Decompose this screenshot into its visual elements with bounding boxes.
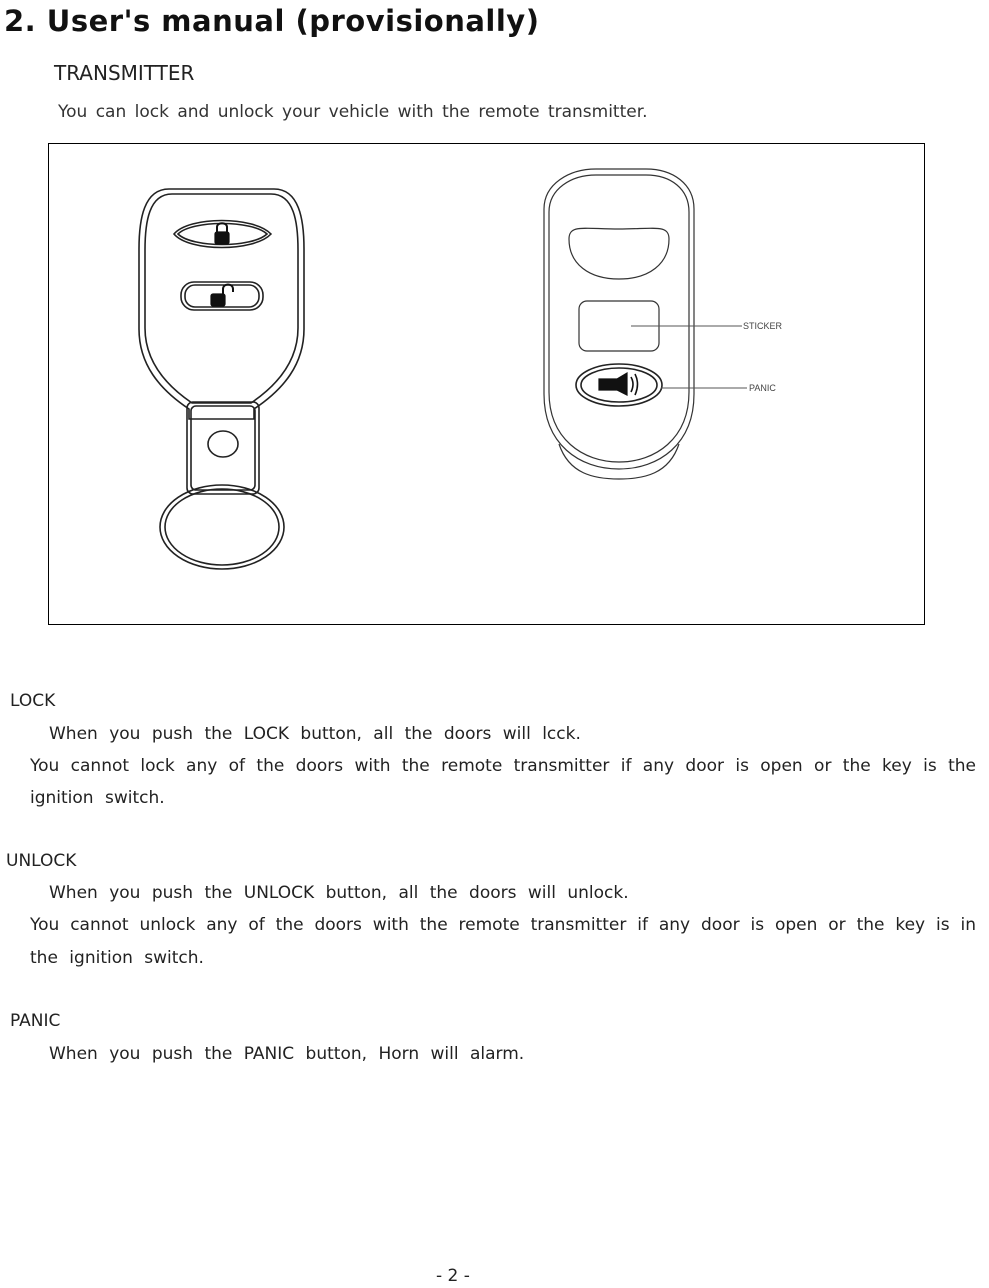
transmitter-illustration: [49, 144, 926, 626]
lock-line-2: You cannot lock any of the doors with the remote transmitter if any door is open or the key is the: [30, 756, 976, 776]
panic-line-1: When you push the PANIC button, Horn will alarm.: [49, 1044, 525, 1064]
panic-callout-label: PANIC: [749, 383, 776, 393]
page-title: 2. User's manual (provisionally): [4, 4, 540, 38]
front-fob: [139, 189, 304, 569]
intro-text: You can lock and unlock your vehicle with the remote transmitter.: [58, 102, 648, 122]
transmitter-figure: [48, 143, 925, 625]
horn-icon: [599, 373, 638, 395]
unlock-line-3: the ignition switch.: [30, 948, 204, 968]
section-subheading: TRANSMITTER: [54, 61, 195, 85]
panic-heading: PANIC: [10, 1011, 61, 1031]
unlock-line-1: When you push the UNLOCK button, all the doors will unlock.: [49, 883, 629, 903]
lock-icon: [215, 223, 229, 244]
sticker-callout-label: STICKER: [743, 321, 783, 331]
lock-line-3: ignition switch.: [30, 788, 165, 808]
lock-heading: LOCK: [10, 691, 56, 711]
page-number: - 2 -: [436, 1266, 470, 1286]
unlock-line-2: You cannot unlock any of the doors with the remote transmitter if any door is open or the key is in: [30, 915, 976, 935]
lock-line-1: When you push the LOCK button, all the doors will lcck.: [49, 724, 581, 744]
unlock-icon: [211, 285, 233, 307]
unlock-heading: UNLOCK: [6, 851, 77, 871]
back-fob: [544, 169, 694, 479]
